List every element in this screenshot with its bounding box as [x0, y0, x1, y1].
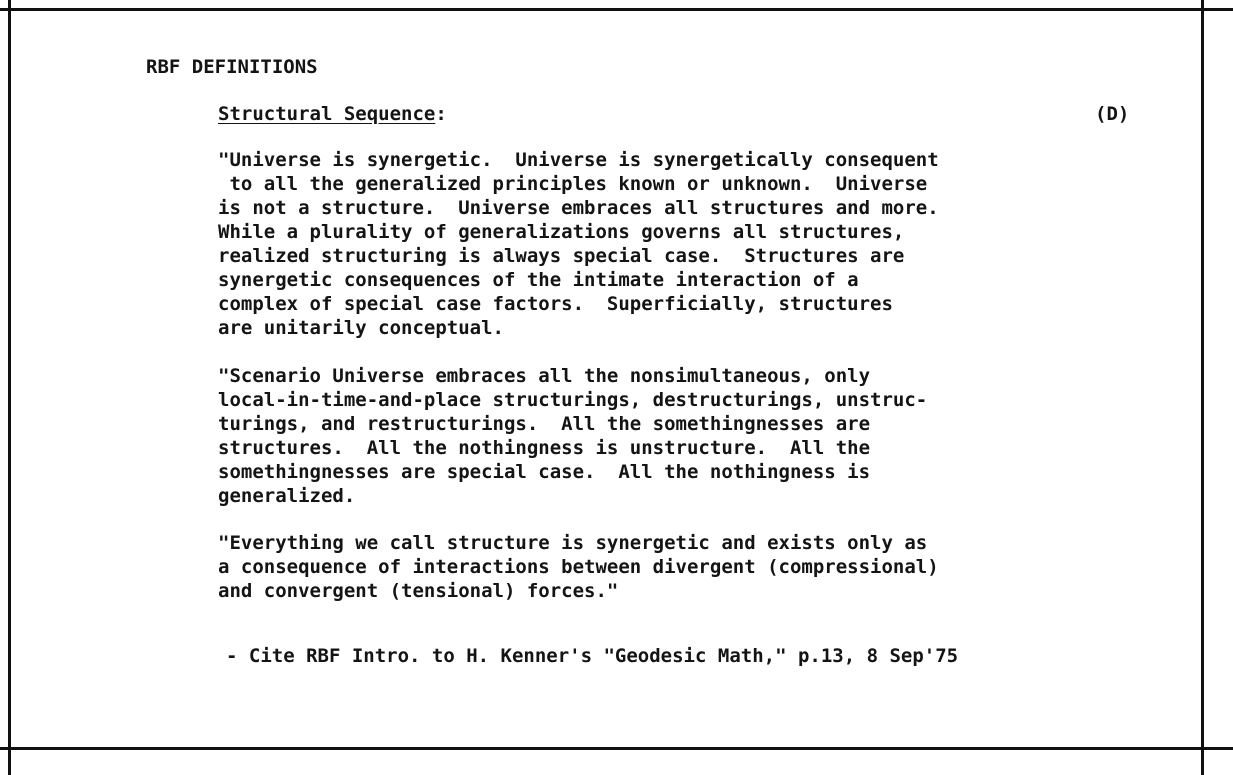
quote-paragraph-2: [218, 364, 927, 508]
text-line: "Scenario Universe embraces all the nonsimultaneous, only: [218, 365, 871, 387]
text-line: to all the generalized principles known or unknown. Universe: [218, 173, 928, 195]
term-title: Structural Sequence: [218, 103, 436, 125]
card-edge-bottom-left: [8, 750, 11, 775]
text-line: a consequence of interactions between divergent (compressional): [218, 556, 939, 578]
term-label: [218, 103, 447, 125]
text-line: synergetic consequences of the intimate interaction of a: [218, 269, 859, 291]
text-line: local-in-time-and-place structurings, destructurings, unstruc-: [218, 389, 928, 411]
text-line: complex of special case factors. Superficially, structures: [218, 293, 893, 315]
text-line: is not a structure. Universe embraces all structures and more.: [218, 197, 939, 219]
card-bottom-rule: [0, 747, 1233, 750]
citation: - Cite RBF Intro. to H. Kenner's "Geodesic Math," p.13, 8 Sep'75: [226, 645, 959, 667]
category-code: (D): [1095, 103, 1130, 125]
text-line: realized structuring is always special case. Structures are: [218, 245, 905, 267]
document-heading: RBF DEFINITIONS: [146, 56, 318, 78]
quote-paragraph-1: [218, 148, 939, 340]
text-line: "Everything we call structure is synergetic and exists only as: [218, 532, 928, 554]
text-line: and convergent (tensional) forces.": [218, 580, 619, 602]
text-line: While a plurality of generalizations governs all structures,: [218, 221, 905, 243]
text-line: "Universe is synergetic. Universe is synergetically consequent: [218, 149, 939, 171]
text-line: generalized.: [218, 485, 356, 507]
term-colon: :: [435, 103, 447, 125]
card-edge-top-left: [8, 0, 11, 8]
quote-paragraph-3: [218, 531, 939, 603]
card-edge-bottom-right: [1201, 750, 1204, 775]
text-line: structures. All the nothingness is unstructure. All the: [218, 437, 871, 459]
card-edge-top-right: [1201, 0, 1204, 8]
text-line: are unitarily conceptual.: [218, 317, 504, 339]
text-line: turings, and restructurings. All the somethingnesses are: [218, 413, 871, 435]
text-line: somethingnesses are special case. All the nothingness is: [218, 461, 871, 483]
